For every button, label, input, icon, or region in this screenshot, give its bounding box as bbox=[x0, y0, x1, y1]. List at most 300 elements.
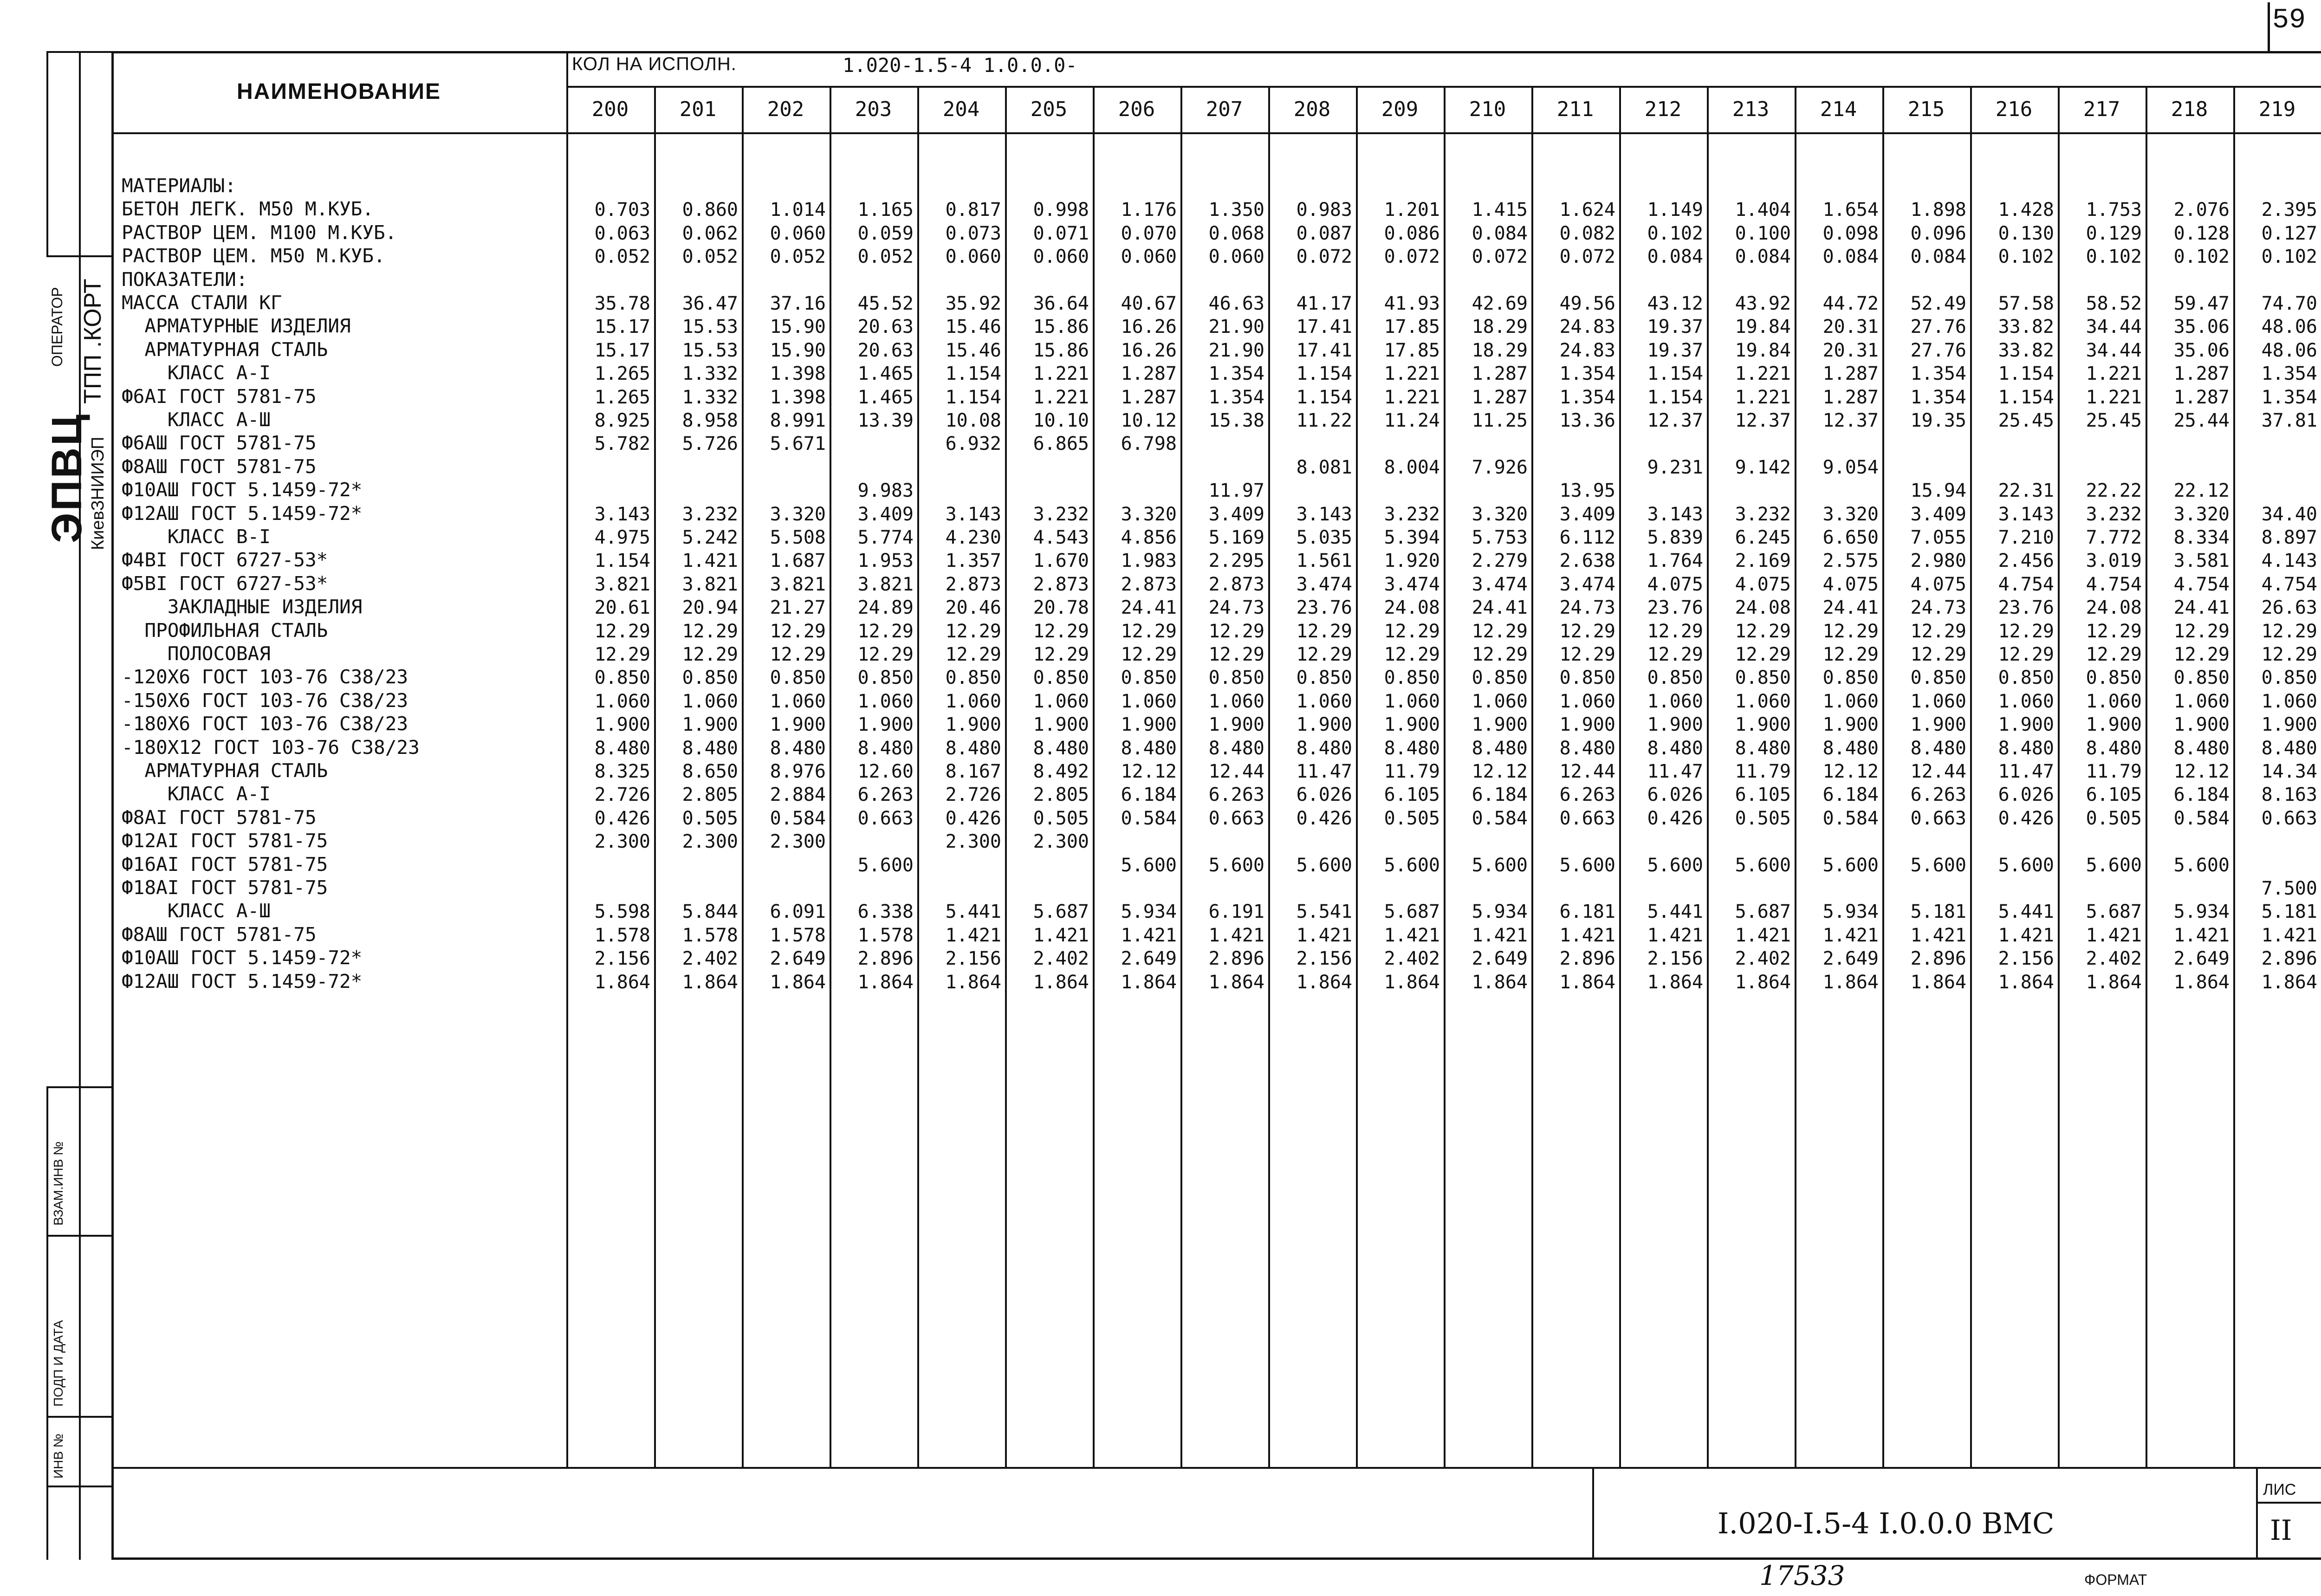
table-cell: 8.480 bbox=[1647, 737, 1703, 759]
table-cell: 2.873 bbox=[945, 573, 1001, 595]
table-cell: 1.221 bbox=[1735, 363, 1791, 385]
table-cell: 1.900 bbox=[857, 714, 914, 736]
table-cell: 1.864 bbox=[1296, 971, 1352, 993]
table-cell: 8.480 bbox=[945, 737, 1001, 759]
table-cell: 1.060 bbox=[1735, 690, 1791, 712]
table-cell: 2.873 bbox=[1121, 573, 1177, 595]
table-cell: 12.37 bbox=[1647, 410, 1703, 431]
table-cell: 0.052 bbox=[682, 246, 738, 268]
table-cell: 0.059 bbox=[857, 222, 914, 244]
table-cell: 1.421 bbox=[1384, 924, 1440, 946]
table-cell: 17.41 bbox=[1296, 339, 1352, 361]
table-cell: 1.421 bbox=[1472, 924, 1528, 946]
table-cell: 8.897 bbox=[2261, 527, 2317, 548]
table-cell: 2.896 bbox=[1559, 948, 1615, 970]
table-cell: 23.76 bbox=[1296, 597, 1352, 619]
table-cell: 0.850 bbox=[2261, 667, 2317, 689]
table-cell: 6.184 bbox=[2173, 784, 2230, 806]
column-number: 200 bbox=[591, 97, 629, 121]
table-cell: 1.864 bbox=[1647, 971, 1703, 993]
table-cell: 7.926 bbox=[1472, 456, 1528, 478]
table-cell: 5.600 bbox=[1822, 854, 1879, 876]
table-cell: 2.896 bbox=[2261, 948, 2317, 970]
table-cell: 8.004 bbox=[1384, 456, 1440, 478]
table-cell: 12.29 bbox=[1822, 620, 1879, 642]
table-cell: 1.154 bbox=[1998, 386, 2054, 408]
table-cell: 5.934 bbox=[2173, 901, 2230, 923]
table-cell: 8.650 bbox=[682, 761, 738, 782]
table-cell: 16.26 bbox=[1121, 316, 1177, 338]
table-cell: 0.584 bbox=[1822, 807, 1879, 829]
table-cell: 1.578 bbox=[770, 924, 826, 946]
table-cell: 1.900 bbox=[1384, 714, 1440, 736]
table-cell: 1.864 bbox=[1822, 971, 1879, 993]
sheet-label: ЛИС bbox=[2263, 1481, 2296, 1499]
table-cell: 11.79 bbox=[2086, 761, 2142, 782]
table-cell: 1.864 bbox=[2261, 971, 2317, 993]
table-cell: 12.29 bbox=[2086, 644, 2142, 665]
page-number-bar bbox=[2268, 2, 2270, 53]
table-cell: 40.67 bbox=[1121, 293, 1177, 314]
table-cell: 8.958 bbox=[682, 410, 738, 431]
name-column-header: НАИМЕНОВАНИЕ bbox=[237, 79, 441, 104]
table-cell: 1.753 bbox=[2086, 199, 2142, 221]
table-cell: 0.426 bbox=[945, 807, 1001, 829]
table-cell: 1.864 bbox=[857, 971, 914, 993]
table-cell: 2.575 bbox=[1822, 550, 1879, 572]
table-cell: 1.864 bbox=[1033, 971, 1089, 993]
table-cell: 2.873 bbox=[1033, 573, 1089, 595]
table-cell: 1.060 bbox=[1121, 690, 1177, 712]
table-cell: 1.421 bbox=[1647, 924, 1703, 946]
table-cell: 5.600 bbox=[2173, 854, 2230, 876]
table-cell: 3.474 bbox=[1472, 573, 1528, 595]
table-cell: 0.127 bbox=[2261, 222, 2317, 244]
table-cell: 0.060 bbox=[945, 246, 1001, 268]
format-label: ФОРМАТ bbox=[2084, 1571, 2147, 1588]
table-cell: 10.12 bbox=[1121, 410, 1177, 431]
archive-number: 17533 bbox=[1759, 1560, 1845, 1591]
table-cell: 1.920 bbox=[1384, 550, 1440, 572]
table-cell: 74.70 bbox=[2261, 293, 2317, 314]
table-cell: 5.600 bbox=[1296, 854, 1352, 876]
table-cell: 2.395 bbox=[2261, 199, 2317, 221]
table-cell: 5.687 bbox=[1033, 901, 1089, 923]
column-divider bbox=[1444, 86, 1446, 1467]
table-cell: 1.578 bbox=[594, 924, 650, 946]
table-cell: 0.087 bbox=[1296, 222, 1352, 244]
table-cell: 2.638 bbox=[1559, 550, 1615, 572]
table-cell: 8.167 bbox=[945, 761, 1001, 782]
table-cell: 1.900 bbox=[1208, 714, 1264, 736]
table-cell: 0.998 bbox=[1033, 199, 1089, 221]
table-cell: 4.856 bbox=[1121, 527, 1177, 548]
table-cell: 1.060 bbox=[1472, 690, 1528, 712]
table-cell: 1.900 bbox=[682, 714, 738, 736]
table-cell: 5.934 bbox=[1121, 901, 1177, 923]
drawing-sheet bbox=[111, 51, 2321, 1560]
table-cell: 15.17 bbox=[594, 316, 650, 338]
table-cell: 1.864 bbox=[1910, 971, 1966, 993]
table-cell: 6.105 bbox=[1735, 784, 1791, 806]
table-cell: 0.663 bbox=[1559, 807, 1615, 829]
table-cell: 5.541 bbox=[1296, 901, 1352, 923]
table-cell: 22.22 bbox=[2086, 480, 2142, 502]
column-number: 209 bbox=[1381, 97, 1419, 121]
column-number: 208 bbox=[1293, 97, 1331, 121]
table-cell: 5.671 bbox=[770, 433, 826, 455]
table-cell: 3.320 bbox=[2173, 503, 2230, 525]
table-cell: 12.12 bbox=[1472, 761, 1528, 782]
table-cell: 0.084 bbox=[1822, 246, 1879, 268]
table-cell: 12.29 bbox=[1910, 620, 1966, 642]
table-cell: 12.29 bbox=[857, 620, 914, 642]
table-cell: 3.232 bbox=[682, 503, 738, 525]
row-label: Ф8АI ГОСТ 5781-75 bbox=[122, 806, 317, 829]
table-cell: 4.075 bbox=[1735, 573, 1791, 595]
row-label: Ф16АI ГОСТ 5781-75 bbox=[122, 853, 328, 876]
table-cell: 1.421 bbox=[1296, 924, 1352, 946]
row-label: МАТЕРИАЛЫ: bbox=[122, 175, 236, 197]
table-cell: 12.29 bbox=[1472, 620, 1528, 642]
table-cell: 1.398 bbox=[770, 363, 826, 385]
table-cell: 8.480 bbox=[594, 737, 650, 759]
row-label: -180Х6 ГОСТ 103-76 С38/23 bbox=[122, 713, 408, 735]
table-cell: 0.850 bbox=[945, 667, 1001, 689]
table-cell: 5.600 bbox=[1384, 854, 1440, 876]
table-cell: 5.035 bbox=[1296, 527, 1352, 548]
table-cell: 12.29 bbox=[1296, 644, 1352, 665]
table-cell: 6.112 bbox=[1559, 527, 1615, 548]
table-cell: 15.17 bbox=[594, 339, 650, 361]
table-cell: 5.934 bbox=[1472, 901, 1528, 923]
table-cell: 24.89 bbox=[857, 597, 914, 619]
table-cell: 23.76 bbox=[1998, 597, 2054, 619]
table-cell: 5.687 bbox=[1384, 901, 1440, 923]
table-cell: 1.265 bbox=[594, 386, 650, 408]
table-cell: 0.850 bbox=[2086, 667, 2142, 689]
table-cell: 0.850 bbox=[682, 667, 738, 689]
table-cell: 1.060 bbox=[945, 690, 1001, 712]
table-cell: 24.73 bbox=[1559, 597, 1615, 619]
margin-divider bbox=[46, 1086, 114, 1088]
row-label: Ф12АШ ГОСТ 5.1459-72* bbox=[122, 970, 363, 993]
table-cell: 2.805 bbox=[682, 784, 738, 806]
column-number: 215 bbox=[1907, 97, 1945, 121]
table-cell: 0.584 bbox=[1121, 807, 1177, 829]
table-cell: 2.896 bbox=[857, 948, 914, 970]
table-cell: 4.230 bbox=[945, 527, 1001, 548]
table-cell: 0.084 bbox=[1735, 246, 1791, 268]
table-cell: 2.156 bbox=[1296, 948, 1352, 970]
table-cell: 0.850 bbox=[1384, 667, 1440, 689]
table-cell: 6.184 bbox=[1121, 784, 1177, 806]
table-cell: 2.279 bbox=[1472, 550, 1528, 572]
table-cell: 9.231 bbox=[1647, 456, 1703, 478]
table-cell: 37.81 bbox=[2261, 410, 2317, 431]
table-cell: 4.754 bbox=[2261, 573, 2317, 595]
table-cell: 12.29 bbox=[1998, 620, 2054, 642]
table-cell: 1.287 bbox=[2173, 386, 2230, 408]
table-cell: 19.84 bbox=[1735, 339, 1791, 361]
table-cell: 1.900 bbox=[770, 714, 826, 736]
table-cell: 8.480 bbox=[1822, 737, 1879, 759]
table-cell: 15.46 bbox=[945, 339, 1001, 361]
column-number: 214 bbox=[1820, 97, 1857, 121]
table-cell: 12.60 bbox=[857, 761, 914, 782]
table-cell: 20.46 bbox=[945, 597, 1001, 619]
table-cell: 43.12 bbox=[1647, 293, 1703, 314]
table-cell: 8.480 bbox=[2173, 737, 2230, 759]
table-cell: 1.221 bbox=[1384, 363, 1440, 385]
table-cell: 0.850 bbox=[1647, 667, 1703, 689]
table-cell: 37.16 bbox=[770, 293, 826, 314]
table-cell: 24.41 bbox=[1121, 597, 1177, 619]
table-cell: 1.900 bbox=[1559, 714, 1615, 736]
table-cell: 2.295 bbox=[1208, 550, 1264, 572]
table-cell: 4.543 bbox=[1033, 527, 1089, 548]
table-cell: 1.864 bbox=[1384, 971, 1440, 993]
designation-code: 1.020-1.5-4 1.0.0.0- bbox=[843, 54, 1077, 77]
table-cell: 1.900 bbox=[945, 714, 1001, 736]
table-cell: 34.44 bbox=[2086, 339, 2142, 361]
table-cell: 1.864 bbox=[1735, 971, 1791, 993]
table-cell: 3.232 bbox=[2086, 503, 2142, 525]
table-cell: 2.726 bbox=[594, 784, 650, 806]
table-cell: 9.983 bbox=[857, 480, 914, 502]
table-cell: 1.864 bbox=[2086, 971, 2142, 993]
table-cell: 0.426 bbox=[1296, 807, 1352, 829]
table-cell: 59.47 bbox=[2173, 293, 2230, 314]
table-cell: 3.232 bbox=[1033, 503, 1089, 525]
table-cell: 1.060 bbox=[2261, 690, 2317, 712]
table-cell: 8.480 bbox=[1296, 737, 1352, 759]
sign-date-stamp: ПОДП И ДАТА bbox=[51, 1320, 65, 1407]
table-cell: 5.839 bbox=[1647, 527, 1703, 548]
table-cell: 1.154 bbox=[1998, 363, 2054, 385]
table-cell: 1.149 bbox=[1647, 199, 1703, 221]
column-divider bbox=[742, 86, 744, 1467]
row-label: ПОЛОСОВАЯ bbox=[122, 642, 271, 665]
table-cell: 20.31 bbox=[1822, 339, 1879, 361]
table-cell: 5.441 bbox=[945, 901, 1001, 923]
table-cell: 58.52 bbox=[2086, 293, 2142, 314]
table-cell: 8.991 bbox=[770, 410, 826, 431]
table-cell: 8.081 bbox=[1296, 456, 1352, 478]
table-cell: 1.060 bbox=[1559, 690, 1615, 712]
table-cell: 0.850 bbox=[770, 667, 826, 689]
table-cell: 7.210 bbox=[1998, 527, 2054, 548]
table-cell: 20.78 bbox=[1033, 597, 1089, 619]
table-cell: 12.44 bbox=[1559, 761, 1615, 782]
table-cell: 12.12 bbox=[2173, 761, 2230, 782]
table-cell: 0.128 bbox=[2173, 222, 2230, 244]
table-cell: 0.072 bbox=[1296, 246, 1352, 268]
table-cell: 1.864 bbox=[1208, 971, 1264, 993]
table-cell: 1.578 bbox=[682, 924, 738, 946]
table-cell: 1.465 bbox=[857, 386, 914, 408]
table-cell: 24.41 bbox=[2173, 597, 2230, 619]
table-cell: 0.052 bbox=[770, 246, 826, 268]
column-divider bbox=[1795, 86, 1796, 1467]
table-cell: 1.864 bbox=[770, 971, 826, 993]
table-cell: 0.082 bbox=[1559, 222, 1615, 244]
table-cell: 11.22 bbox=[1296, 410, 1352, 431]
table-cell: 12.29 bbox=[2261, 644, 2317, 665]
table-cell: 2.896 bbox=[1910, 948, 1966, 970]
table-cell: 5.598 bbox=[594, 901, 650, 923]
table-cell: 0.663 bbox=[1910, 807, 1966, 829]
row-label: БЕТОН ЛЕГК. М50 М.КУБ. bbox=[122, 198, 374, 221]
table-cell: 1.687 bbox=[770, 550, 826, 572]
table-cell: 5.774 bbox=[857, 527, 914, 548]
column-divider bbox=[1970, 86, 1972, 1467]
table-cell: 24.73 bbox=[1910, 597, 1966, 619]
table-cell: 8.480 bbox=[1384, 737, 1440, 759]
table-cell: 0.983 bbox=[1296, 199, 1352, 221]
table-cell: 10.10 bbox=[1033, 410, 1089, 431]
table-cell: 5.753 bbox=[1472, 527, 1528, 548]
table-cell: 1.176 bbox=[1121, 199, 1177, 221]
row-label: КЛАСС В-I bbox=[122, 526, 271, 548]
table-cell: 5.726 bbox=[682, 433, 738, 455]
table-cell: 12.29 bbox=[1472, 644, 1528, 665]
replace-inv-stamp: ВЗАМ.ИНВ № bbox=[51, 1141, 65, 1226]
column-divider bbox=[654, 86, 656, 1467]
table-cell: 3.474 bbox=[1559, 573, 1615, 595]
row-label: Ф12АI ГОСТ 5781-75 bbox=[122, 830, 328, 852]
table-cell: 0.703 bbox=[594, 199, 650, 221]
table-cell: 1.415 bbox=[1472, 199, 1528, 221]
table-cell: 0.850 bbox=[1822, 667, 1879, 689]
table-cell: 45.52 bbox=[857, 293, 914, 314]
table-cell: 24.08 bbox=[1735, 597, 1791, 619]
column-divider bbox=[2146, 86, 2147, 1467]
table-cell: 1.221 bbox=[1384, 386, 1440, 408]
row-label: Ф10АШ ГОСТ 5.1459-72* bbox=[122, 947, 363, 969]
table-cell: 1.060 bbox=[682, 690, 738, 712]
table-cell: 2.300 bbox=[682, 831, 738, 853]
table-cell: 5.600 bbox=[1559, 854, 1615, 876]
table-cell: 1.287 bbox=[2173, 363, 2230, 385]
table-cell: 1.428 bbox=[1998, 199, 2054, 221]
table-cell: 1.624 bbox=[1559, 199, 1615, 221]
table-cell: 6.798 bbox=[1121, 433, 1177, 455]
row-label: Ф12АШ ГОСТ 5.1459-72* bbox=[122, 502, 363, 525]
table-cell: 1.421 bbox=[1998, 924, 2054, 946]
column-number: 217 bbox=[2083, 97, 2120, 121]
table-cell: 12.29 bbox=[594, 620, 650, 642]
row-label: КЛАСС А-I bbox=[122, 362, 271, 384]
table-cell: 3.320 bbox=[770, 503, 826, 525]
column-number: 211 bbox=[1556, 97, 1594, 121]
inv-no-stamp: ИНВ № bbox=[51, 1434, 65, 1479]
table-cell: 0.584 bbox=[1472, 807, 1528, 829]
table-cell: 5.242 bbox=[682, 527, 738, 548]
table-cell: 0.102 bbox=[2261, 246, 2317, 268]
table-cell: 1.900 bbox=[2086, 714, 2142, 736]
table-cell: 48.06 bbox=[2261, 316, 2317, 338]
table-cell: 5.687 bbox=[1735, 901, 1791, 923]
table-cell: 0.663 bbox=[857, 807, 914, 829]
table-cell: 24.41 bbox=[1822, 597, 1879, 619]
table-cell: 2.649 bbox=[1472, 948, 1528, 970]
table-cell: 3.409 bbox=[1208, 503, 1264, 525]
row-label: Ф5ВI ГОСТ 6727-53* bbox=[122, 572, 328, 595]
table-cell: 0.850 bbox=[1208, 667, 1264, 689]
table-cell: 21.90 bbox=[1208, 316, 1264, 338]
table-cell: 18.29 bbox=[1472, 339, 1528, 361]
table-cell: 15.86 bbox=[1033, 339, 1089, 361]
table-cell: 2.456 bbox=[1998, 550, 2054, 572]
table-cell: 1.154 bbox=[594, 550, 650, 572]
table-cell: 3.821 bbox=[682, 573, 738, 595]
table-cell: 11.47 bbox=[1998, 761, 2054, 782]
table-cell: 0.063 bbox=[594, 222, 650, 244]
table-cell: 0.060 bbox=[1208, 246, 1264, 268]
table-cell: 1.953 bbox=[857, 550, 914, 572]
table-cell: 8.480 bbox=[1121, 737, 1177, 759]
row-label: Ф10АШ ГОСТ 5.1459-72* bbox=[122, 479, 363, 501]
table-cell: 1.154 bbox=[1296, 363, 1352, 385]
table-cell: 5.600 bbox=[1121, 854, 1177, 876]
table-cell: 15.90 bbox=[770, 316, 826, 338]
table-cell: 20.63 bbox=[857, 339, 914, 361]
table-cell: 1.354 bbox=[1559, 386, 1615, 408]
table-cell: 7.055 bbox=[1910, 527, 1966, 548]
table-cell: 0.052 bbox=[857, 246, 914, 268]
table-cell: 0.505 bbox=[682, 807, 738, 829]
table-cell: 1.221 bbox=[2086, 363, 2142, 385]
row-label: Ф6АI ГОСТ 5781-75 bbox=[122, 385, 317, 408]
table-cell: 5.600 bbox=[857, 854, 914, 876]
table-cell: 1.864 bbox=[682, 971, 738, 993]
table-cell: 0.663 bbox=[2261, 807, 2317, 829]
table-cell: 6.026 bbox=[1647, 784, 1703, 806]
table-cell: 4.143 bbox=[2261, 550, 2317, 572]
table-cell: 34.40 bbox=[2261, 503, 2317, 525]
table-cell: 2.169 bbox=[1735, 550, 1791, 572]
table-cell: 1.060 bbox=[1647, 690, 1703, 712]
table-cell: 4.975 bbox=[594, 527, 650, 548]
table-cell: 0.850 bbox=[1472, 667, 1528, 689]
table-cell: 2.300 bbox=[594, 831, 650, 853]
table-cell: 44.72 bbox=[1822, 293, 1879, 314]
row-label: РАСТВОР ЦЕМ. М100 М.КУБ. bbox=[122, 221, 397, 244]
table-cell: 6.865 bbox=[1033, 433, 1089, 455]
table-cell: 12.29 bbox=[594, 644, 650, 665]
table-cell: 8.480 bbox=[1910, 737, 1966, 759]
table-cell: 2.726 bbox=[945, 784, 1001, 806]
table-cell: 1.764 bbox=[1647, 550, 1703, 572]
table-cell: 35.06 bbox=[2173, 339, 2230, 361]
table-cell: 19.37 bbox=[1647, 316, 1703, 338]
table-cell: 1.265 bbox=[594, 363, 650, 385]
table-cell: 12.29 bbox=[1647, 620, 1703, 642]
table-cell: 9.054 bbox=[1822, 456, 1879, 478]
table-cell: 22.31 bbox=[1998, 480, 2054, 502]
table-cell: 5.181 bbox=[2261, 901, 2317, 923]
table-cell: 0.505 bbox=[1384, 807, 1440, 829]
table-cell: 12.29 bbox=[682, 620, 738, 642]
title-block-line bbox=[2256, 1502, 2321, 1504]
row-label: -180Х12 ГОСТ 103-76 С38/23 bbox=[122, 736, 420, 759]
table-cell: 1.654 bbox=[1822, 199, 1879, 221]
table-cell: 1.332 bbox=[682, 386, 738, 408]
table-cell: 1.354 bbox=[2261, 363, 2317, 385]
table-cell: 8.976 bbox=[770, 761, 826, 782]
table-cell: 1.287 bbox=[1121, 386, 1177, 408]
